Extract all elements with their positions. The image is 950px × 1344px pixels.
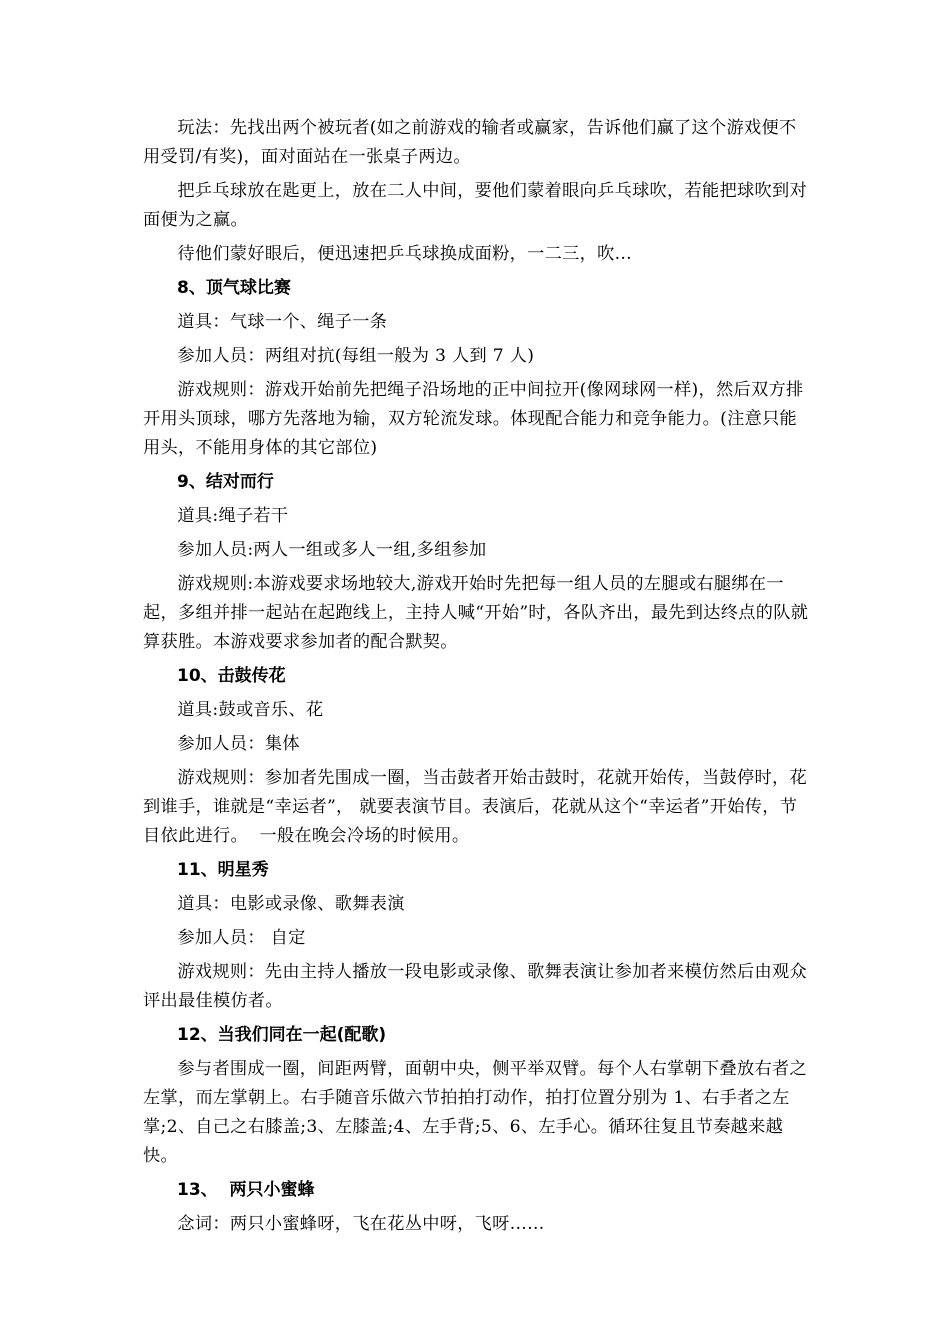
paragraph: 念词：两只小蜜蜂呀，飞在花丛中呀，飞呀…… — [177, 1214, 545, 1234]
paragraph: 道具：气球一个、绳子一条 — [177, 312, 388, 332]
section-heading: 9、结对而行 — [177, 472, 274, 492]
section-heading: 12、当我们同在一起(配歌) — [177, 1025, 387, 1045]
section-heading: 11、明星秀 — [177, 860, 269, 880]
paragraph: 道具:绳子若干 — [177, 506, 289, 526]
section-heading: 13、 两只小蜜蜂 — [177, 1180, 315, 1200]
paragraph: 游戏规则：参加者先围成一圈，当击鼓者开始击鼓时，花就开始传，当鼓停时，花到谁手，谁就是“幸运者”， 就要表演节目。表演后，花就从这个“幸运者”开始传，节目依此进行。 一般在晚会冷场的时候用。 — [143, 768, 807, 846]
paragraph: 参加人员：两组对抗(每组一般为 3 人到 7 人) — [177, 346, 535, 366]
paragraph: 参加人员:两人一组或多人一组,多组参加 — [177, 540, 487, 560]
document-body — [143, 114, 813, 1244]
paragraph: 参加人员： 自定 — [177, 928, 306, 948]
section-heading: 8、顶气球比赛 — [177, 278, 291, 298]
paragraph: 道具:鼓或音乐、花 — [177, 700, 324, 720]
paragraph: 参加人员：集体 — [177, 734, 300, 754]
paragraph: 游戏规则：游戏开始前先把绳子沿场地的正中间拉开(像网球网一样)，然后双方排开用头顶球，哪方先落地为输，双方轮流发球。体现配合能力和竞争能力。(注意只能用头，不能用身体的其它部位) — [143, 380, 804, 458]
paragraph: 游戏规则：先由主持人播放一段电影或录像、歌舞表演让参加者来模仿然后由观众评出最佳模仿者。 — [143, 962, 807, 1011]
paragraph: 参与者围成一圈，间距两臂，面朝中央，侧平举双臂。每个人右掌朝下叠放右者之左掌，而左掌朝上。右手随音乐做六节拍拍打动作，拍打位置分别为 1、右手者之左掌;2、自己之右膝盖;3、左膝盖;4、左手背;5、6、左手心。循环往复且节奏越来越快。 — [143, 1059, 807, 1166]
section-heading: 10、击鼓传花 — [177, 666, 286, 686]
paragraph: 玩法：先找出两个被玩者(如之前游戏的输者或赢家，告诉他们赢了这个游戏便不用受罚/有奖)，面对面站在一张桌子两边。 — [143, 118, 797, 167]
paragraph: 游戏规则:本游戏要求场地较大,游戏开始时先把每一组人员的左腿或右腿绑在一起，多组并排一起站在起跑线上，主持人喊“开始”时，各队齐出，最先到达终点的队就算获胜。本游戏要求参加者的配合默契。 — [143, 574, 809, 652]
paragraph: 把乒乓球放在匙更上，放在二人中间，要他们蒙着眼向乒乓球吹，若能把球吹到对面便为之赢。 — [143, 181, 807, 230]
paragraph: 道具：电影或录像、歌舞表演 — [177, 894, 405, 914]
paragraph: 待他们蒙好眼后，便迅速把乒乓球换成面粉，一二三，吹... — [177, 244, 632, 264]
